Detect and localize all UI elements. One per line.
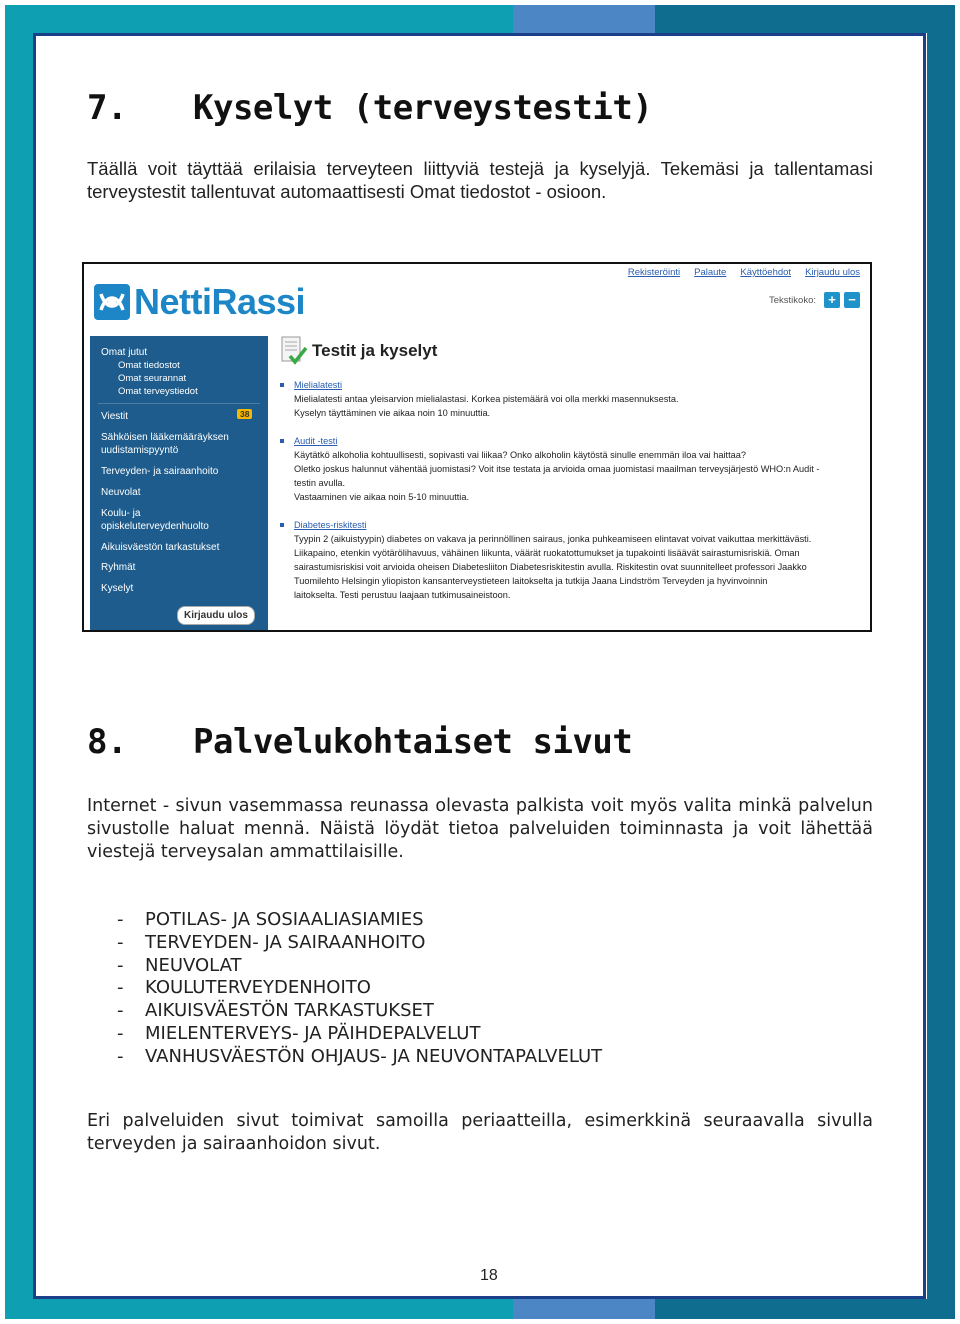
frame-top-dark	[655, 5, 955, 33]
list-item: - MIELENTERVEYS- JA PÄIHDEPALVELUT	[117, 1022, 481, 1044]
frame-bottom-dark	[655, 1299, 955, 1319]
sidebar-divider	[98, 403, 260, 404]
sidebar-item-koulu-1[interactable]: Koulu- ja	[101, 508, 141, 519]
section-8-intro: Internet - sivun vasemmassa reunassa olevasta palkista voit myös valita minkä palvelun sivustolle haluat mennä. Näistä löydät tietoa palveluiden toiminnasta ja voit lähettää viestejä terveysalan ammattilaisille.	[87, 796, 873, 862]
sidebar-item-ryhmat[interactable]: Ryhmät	[101, 562, 136, 573]
test-desc-line: Liikapaino, etenkin vyötärölihavuus, vähäinen liikunta, väärät ruokatottumukset ja tupakointi lisäävät sairastumisriskiä. Oman	[294, 548, 800, 558]
bullet-icon	[280, 439, 284, 443]
frame-bottom-blue	[513, 1299, 655, 1319]
test-item-diabetes	[294, 518, 850, 602]
text-size-plus-button[interactable]: +	[824, 292, 840, 308]
frame-top-blue	[513, 5, 655, 33]
frame-bottom-cyan	[5, 1299, 513, 1319]
section-8-outro: Eri palveluiden sivut toimivat samoilla periaatteilla, esimerkkinä seuraavalla sivulla terveyden ja sairaanhoidon sivut.	[87, 1111, 873, 1154]
test-desc-line: Mielialatesti antaa yleisarvion mielialastasi. Korkea pistemäärä voi olla merkki masennuksesta.	[294, 394, 679, 404]
test-item-mielialatesti	[294, 378, 850, 420]
test-desc-line: Tyypin 2 (aikuistyypin) diabetes on vakava ja perinnöllinen sairaus, jonka puhkeamiseen elintavat voivat vaikuttaa merkittävästi.	[294, 534, 812, 544]
list-item: - VANHUSVÄESTÖN OHJAUS- JA NEUVONTAPALVELUT	[117, 1045, 603, 1067]
logo-text: NettiRassi	[134, 281, 306, 322]
panel-title	[280, 336, 437, 366]
section-8-title: Palvelukohtaiset sivut	[193, 722, 633, 762]
bullet-icon	[280, 523, 284, 527]
test-title-link[interactable]: Audit -testi	[294, 436, 338, 446]
nettirassi-logo	[94, 282, 305, 322]
site-header	[84, 264, 870, 328]
test-item-audit	[294, 434, 850, 504]
checklist-icon	[280, 336, 308, 366]
service-list	[117, 909, 602, 1069]
text-size-label: Tekstikoko:	[769, 294, 816, 306]
sidebar-item-terveyden[interactable]: Terveyden- ja sairaanhoito	[101, 466, 219, 477]
section-7-intro: Täällä voit täyttää erilaisia terveyteen liittyviä testejä ja kyselyjä. Tekemäsi ja tallentamasi terveystestit tallentuvat automaattisesti Omat tiedostot - osioon.	[87, 158, 873, 202]
sidebar-item-omat-tiedostot[interactable]: Omat tiedostot	[118, 360, 180, 371]
sidebar-item-omat-jutut[interactable]: Omat jutut	[101, 347, 148, 358]
sidebar-item-viestit[interactable]: Viestit	[101, 411, 129, 422]
list-item: - NEUVOLAT	[117, 954, 242, 976]
section-7-heading	[87, 88, 652, 128]
test-desc-line: Käytätkö alkoholia kohtuullisesti, sopivasti vai liikaa? Onko alkoholin käytöstä sinulle enemmän iloa vai haittaa?	[294, 450, 746, 460]
page-number: 18	[480, 1267, 498, 1284]
test-desc-line: testin avulla.	[294, 478, 346, 488]
logout-button[interactable]: Kirjaudu ulos	[177, 606, 255, 625]
sidebar-item-sahkoinen-2[interactable]: uudistamispyyntö	[101, 445, 179, 456]
sidebar-item-koulu-2[interactable]: opiskeluterveydenhuolto	[101, 521, 209, 532]
test-title-link[interactable]: Mielialatesti	[294, 380, 342, 390]
viestit-count-badge: 38	[237, 409, 252, 419]
nettirassi-screenshot	[82, 262, 872, 632]
test-desc-line: Oletko joskus halunnut vähentää juomistasi? Voit itse testata ja arvioida omaa juomistasi maailman terveysjärjestö WHO:n Audit -	[294, 464, 820, 474]
test-desc-line: sairastumisriskisi voit arvioida oheisen Diabetesliiton Diabetesriskitestin avulla. Riskitestin ovat suunnitelleet professori Jaakko	[294, 562, 807, 572]
test-desc-line: Vastaaminen vie aikaa noin 5-10 minuuttia.	[294, 492, 470, 502]
bullet-icon	[280, 383, 284, 387]
frame-top-cyan	[5, 5, 513, 33]
sidebar-item-neuvolat[interactable]: Neuvolat	[101, 487, 141, 498]
link-kirjaudu-ulos[interactable]: Kirjaudu ulos	[805, 267, 860, 278]
text-size-minus-button[interactable]: −	[844, 292, 860, 308]
top-links	[614, 267, 860, 278]
test-desc-line: laitokselta. Testi perustuu laajaan tutkimusaineistoon.	[294, 590, 511, 600]
logo-knot-icon	[94, 284, 130, 320]
sidebar-item-omat-terveystiedot[interactable]: Omat terveystiedot	[118, 386, 198, 397]
list-item: - AIKUISVÄESTÖN TARKASTUKSET	[117, 1000, 434, 1022]
section-8-number: 8.	[87, 722, 127, 762]
link-palaute[interactable]: Palaute	[694, 267, 727, 278]
link-kayttoehdot[interactable]: Käyttöehdot	[740, 267, 792, 278]
panel-title-text: Testit ja kyselyt	[312, 341, 438, 360]
section-7-number: 7.	[87, 88, 127, 128]
section-7-title: Kyselyt (terveystestit)	[193, 88, 653, 128]
sidebar-item-omat-seurannat[interactable]: Omat seurannat	[118, 373, 187, 384]
list-item: - POTILAS- JA SOSIAALIASIAMIES	[117, 909, 424, 930]
frame-right	[927, 5, 955, 1319]
test-desc-line: Kyselyn täyttäminen vie aikaa noin 10 minuuttia.	[294, 408, 491, 418]
link-rekisterointi[interactable]: Rekisteröinti	[627, 267, 681, 278]
text-size-control	[769, 292, 860, 308]
section-8-heading	[87, 722, 632, 762]
sidebar	[90, 336, 268, 630]
sidebar-item-sahkoinen-1[interactable]: Sähköisen lääkemääräyksen	[101, 432, 229, 443]
sidebar-item-aikuisvaesto[interactable]: Aikuisväestön tarkastukset	[101, 542, 220, 553]
list-item: - KOULUTERVEYDENHOITO	[117, 977, 371, 999]
list-item: - TERVEYDEN- JA SAIRAANHOITO	[117, 931, 426, 953]
sidebar-item-kyselyt[interactable]: Kyselyt	[101, 583, 134, 594]
test-desc-line: Tuomilehto Helsingin yliopiston kansanterveystieteen laitokselta ja tutkija Jaana Lindström Terveyden ja hyvinvoinnin	[294, 576, 768, 586]
test-title-link[interactable]: Diabetes-riskitesti	[294, 520, 367, 530]
frame-left	[5, 5, 33, 1319]
